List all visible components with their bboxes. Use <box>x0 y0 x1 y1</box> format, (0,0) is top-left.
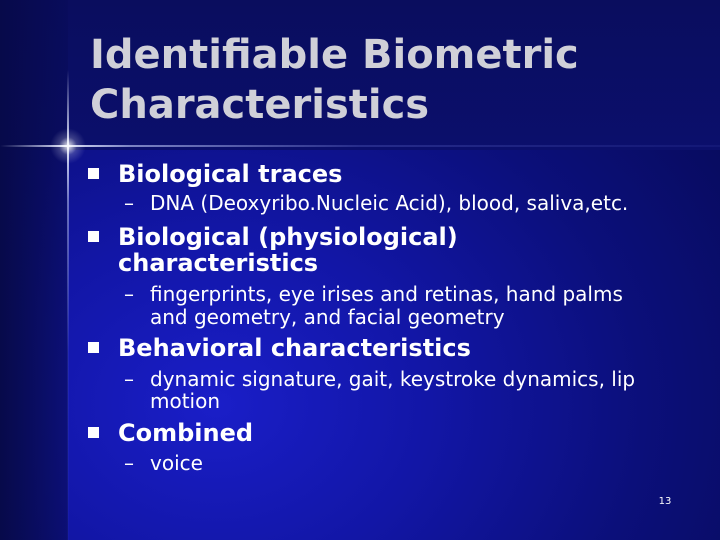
bullet-biological-physiological <box>118 225 458 249</box>
sub-bullet-dynamic-signature-cont <box>150 390 220 412</box>
square-bullet-icon <box>88 231 99 242</box>
square-bullet-icon <box>88 342 99 353</box>
dash-marker: – <box>124 367 134 391</box>
sub-bullet-fingerprints-cont <box>150 306 505 328</box>
bullet-label: Behavioral characteristics <box>118 334 471 362</box>
bullet-behavioral <box>118 336 471 360</box>
dash-marker: – <box>124 282 134 306</box>
title-line-2: Characteristics <box>90 82 430 128</box>
sub-bullet-text: voice <box>150 451 203 475</box>
sub-bullet-text: DNA (Deoxyribo.Nucleic Acid), blood, saliva,etc. <box>150 191 629 215</box>
bullet-biological-traces <box>118 162 342 186</box>
square-bullet-icon <box>88 427 99 438</box>
bullet-biological-physiological-cont <box>118 251 318 275</box>
sub-bullet-text-cont: and geometry, and facial geometry <box>150 305 505 329</box>
slide-title <box>90 30 690 130</box>
sub-bullet-text-cont: motion <box>150 389 221 413</box>
sub-bullet-fingerprints <box>124 282 623 306</box>
square-bullet-icon <box>88 168 99 179</box>
left-shade <box>0 0 68 540</box>
bullet-label: Biological traces <box>118 160 343 188</box>
bullet-label: Biological (physiological) <box>118 223 458 251</box>
dash-marker: – <box>124 191 134 215</box>
sub-bullet-voice <box>124 451 203 475</box>
bullet-label: Combined <box>118 419 254 447</box>
sub-bullet-text: fingerprints, eye irises and retinas, hand palms <box>150 282 623 306</box>
sub-bullet-dynamic-signature <box>124 367 636 391</box>
title-line-1: Identifiable Biometric <box>90 32 579 78</box>
crosshair-glow <box>50 128 86 164</box>
sub-bullet-text: dynamic signature, gait, keystroke dynamics, lip <box>150 367 636 391</box>
horizontal-rule <box>0 145 720 147</box>
page-number: 13 <box>658 496 672 507</box>
sub-bullet-dna <box>124 191 629 215</box>
bullet-label-cont: characteristics <box>118 249 319 277</box>
dash-marker: – <box>124 451 134 475</box>
bullet-combined <box>118 421 253 445</box>
